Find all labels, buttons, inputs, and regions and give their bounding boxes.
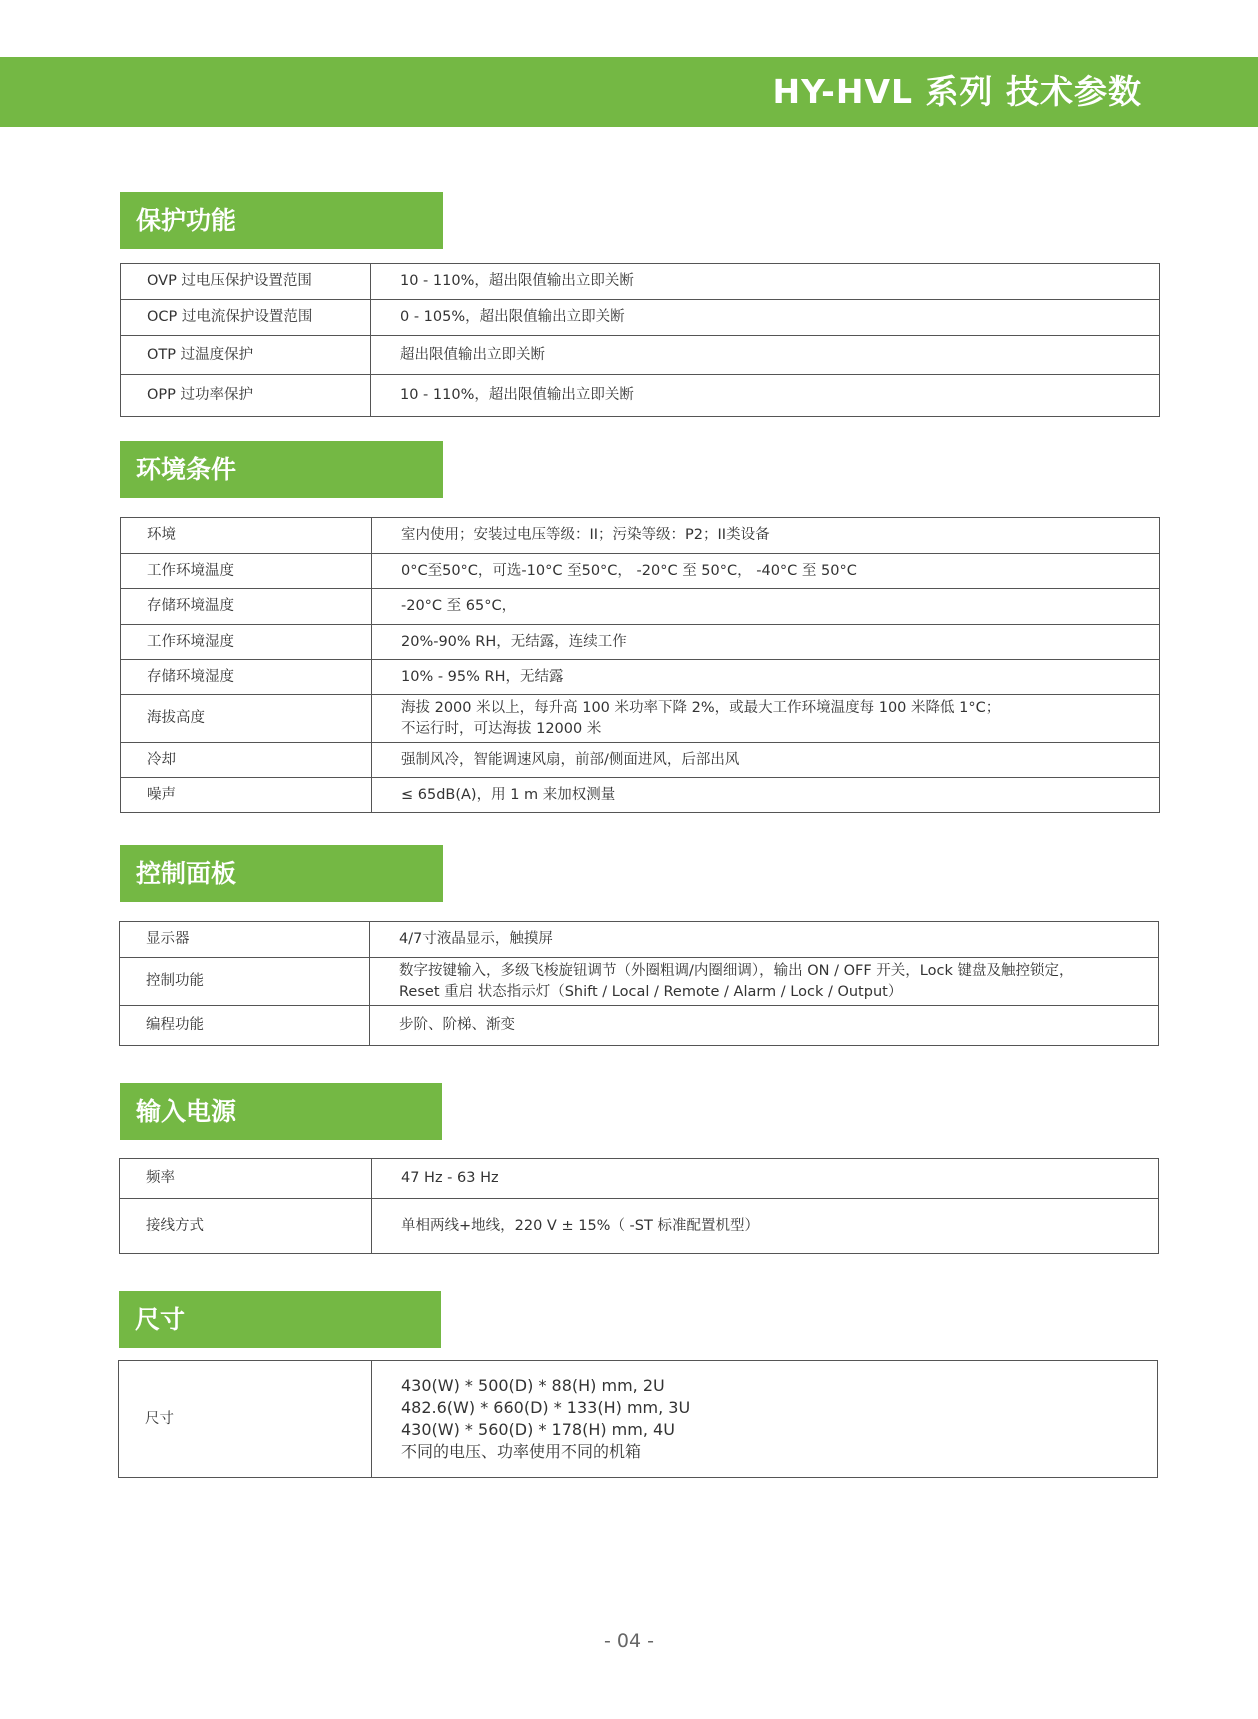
row-label: OPP 过功率保护: [121, 375, 371, 417]
table-row: [121, 743, 1160, 778]
page-number: - 04 -: [604, 1630, 654, 1652]
table-row: [121, 660, 1160, 695]
row-label: 存储环境湿度: [121, 660, 372, 695]
row-value: 10 - 110%，超出限值输出立即关断: [371, 375, 1160, 417]
section-heading-protection: 保护功能: [120, 192, 443, 249]
row-label: OCP 过电流保护设置范围: [121, 300, 371, 336]
row-label: 存储环境温度: [121, 589, 372, 625]
table-row: [120, 922, 1159, 958]
row-label: 噪声: [121, 778, 372, 813]
row-label: 接线方式: [120, 1199, 372, 1254]
table-row: [121, 625, 1160, 660]
row-value: 0 - 105%，超出限值输出立即关断: [371, 300, 1160, 336]
row-value-line: 不运行时，可达海拔 12000 米: [401, 720, 602, 737]
row-value: 20%-90% RH，无结露，连续工作: [372, 625, 1160, 660]
row-value-line: 482.6(W) * 660(D) * 133(H) mm, 3U: [401, 1398, 691, 1417]
row-value: 4/7寸液晶显示，触摸屏: [370, 922, 1159, 958]
row-value: [372, 1361, 1158, 1478]
row-label: 海拔高度: [121, 695, 372, 743]
table-row: [120, 1159, 1159, 1199]
table-row: [121, 778, 1160, 813]
table-row: [119, 1361, 1158, 1478]
table-row: [121, 336, 1160, 375]
row-value: [372, 695, 1160, 743]
row-value: 强制风冷，智能调速风扇，前部/侧面进风，后部出风: [372, 743, 1160, 778]
row-value: ≤ 65dB(A)，用 1 m 来加权测量: [372, 778, 1160, 813]
table-row: [120, 1006, 1159, 1046]
row-value: 室内使用；安装过电压等级：II；污染等级：P2；II类设备: [372, 518, 1160, 554]
row-value: 10 - 110%，超出限值输出立即关断: [371, 264, 1160, 300]
table-row: [121, 589, 1160, 625]
section-heading-dimensions: 尺寸: [119, 1291, 441, 1348]
section-heading-control-panel: 控制面板: [120, 845, 443, 902]
row-label: 尺寸: [119, 1361, 372, 1478]
row-value-line: 430(W) * 500(D) * 88(H) mm, 2U: [401, 1376, 665, 1395]
row-label: 显示器: [120, 922, 370, 958]
table-row: [121, 554, 1160, 589]
row-label: 工作环境温度: [121, 554, 372, 589]
dimensions-table: [118, 1360, 1158, 1478]
row-value-line: 海拔 2000 米以上，每升高 100 米功率下降 2%，或最大工作环境温度每 100 米降低 1°C；: [401, 699, 1001, 716]
table-row: [121, 695, 1160, 743]
row-value: 47 Hz - 63 Hz: [372, 1159, 1159, 1199]
row-value: 超出限值输出立即关断: [371, 336, 1160, 375]
row-value: 步阶、阶梯、渐变: [370, 1006, 1159, 1046]
row-label: 控制功能: [120, 958, 370, 1006]
row-value-line: 不同的电压、功率使用不同的机箱: [401, 1442, 642, 1461]
row-value: 0°C至50°C，可选-10°C 至50°C， -20°C 至 50°C， -40°C 至 50°C: [372, 554, 1160, 589]
row-label: 编程功能: [120, 1006, 370, 1046]
input-power-table: [119, 1158, 1159, 1254]
row-value: 单相两线+地线，220 V ± 15%（ -ST 标准配置机型）: [372, 1199, 1159, 1254]
page-title: HY-HVL 系列 技术参数: [772, 72, 1142, 111]
row-label: 冷却: [121, 743, 372, 778]
row-value: -20°C 至 65°C，: [372, 589, 1160, 625]
row-value-line: 数字按键输入，多级飞梭旋钮调节（外圈粗调/内圈细调），输出 ON / OFF 开关，Lock 键盘及触控锁定，: [399, 962, 1074, 979]
row-label: 频率: [120, 1159, 372, 1199]
table-row: [121, 375, 1160, 417]
table-row: [120, 1199, 1159, 1254]
row-value-line: 430(W) * 560(D) * 178(H) mm, 4U: [401, 1420, 675, 1439]
control-panel-table: [119, 921, 1159, 1046]
row-value: 10% - 95% RH，无结露: [372, 660, 1160, 695]
table-row: [121, 300, 1160, 336]
table-row: [121, 264, 1160, 300]
row-value: [370, 958, 1159, 1006]
table-row: [121, 518, 1160, 554]
table-row: [120, 958, 1159, 1006]
protection-table: [120, 263, 1160, 417]
row-label: OVP 过电压保护设置范围: [121, 264, 371, 300]
row-label: OTP 过温度保护: [121, 336, 371, 375]
environment-table: [120, 517, 1160, 813]
section-heading-environment: 环境条件: [120, 441, 443, 498]
row-value-line: Reset 重启 状态指示灯（Shift / Local / Remote / Alarm / Lock / Output）: [399, 983, 903, 1000]
section-heading-input-power: 输入电源: [120, 1083, 442, 1140]
row-label: 工作环境湿度: [121, 625, 372, 660]
row-label: 环境: [121, 518, 372, 554]
header-bar: [0, 57, 1258, 127]
